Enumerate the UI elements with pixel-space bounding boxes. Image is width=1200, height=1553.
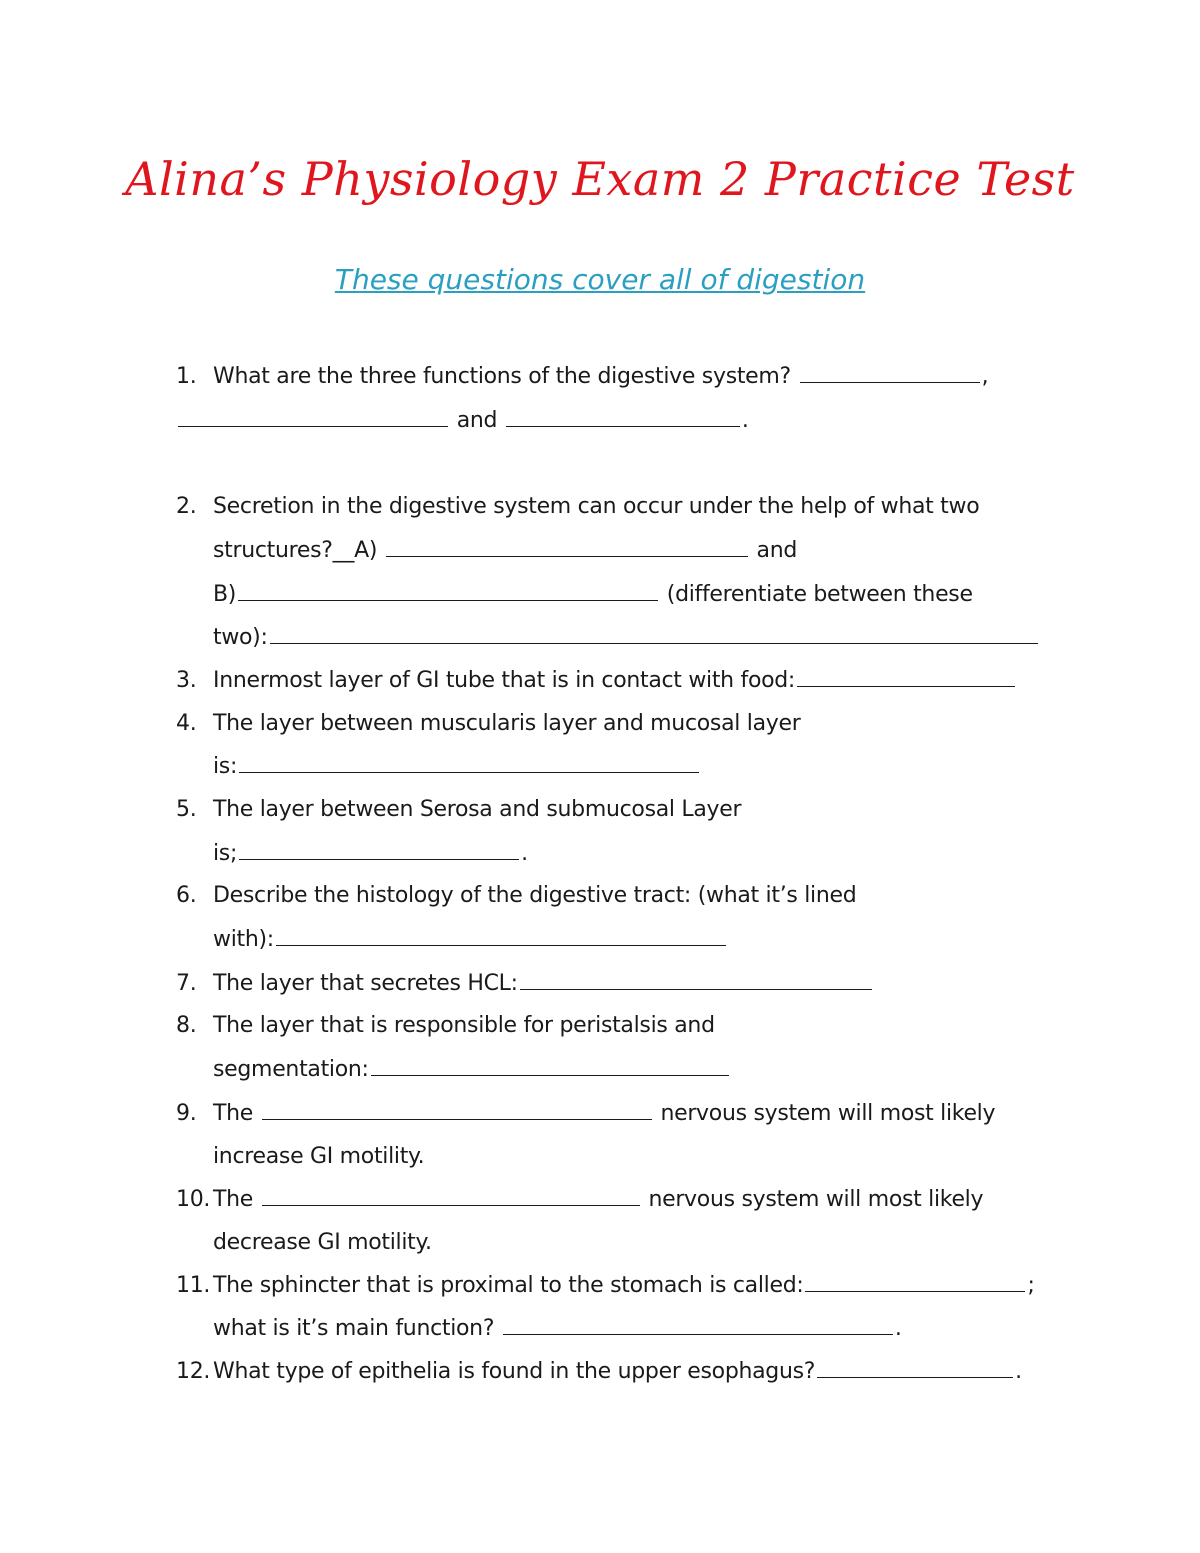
question-text: Innermost layer of GI tube that is in contact with food:: [213, 668, 796, 693]
question-number: 12.: [176, 1359, 211, 1384]
answer-blank[interactable]: [239, 750, 699, 773]
question-number: 3.: [176, 668, 197, 693]
answer-blank[interactable]: [386, 534, 748, 557]
answer-blank[interactable]: [506, 404, 740, 427]
question-text: What are the three functions of the digestive system?: [213, 364, 791, 389]
answer-blank[interactable]: [805, 1269, 1025, 1292]
answer-blank[interactable]: [520, 967, 872, 990]
question-number: 2.: [176, 494, 197, 519]
question-number: 11.: [176, 1273, 211, 1298]
question-text: Describe the histology of the digestive tract: (what it’s lined: [213, 883, 857, 908]
question-number: 10.: [176, 1187, 211, 1212]
question-text: The layer that secretes HCL:: [213, 971, 518, 996]
question-text: The layer between muscularis layer and mucosal layer: [213, 711, 801, 736]
answer-blank[interactable]: [503, 1312, 893, 1335]
answer-blank[interactable]: [371, 1053, 729, 1076]
answer-blank[interactable]: [270, 621, 1038, 644]
question-text: What type of epithelia is found in the upper esophagus?: [213, 1359, 816, 1384]
question-number: 7.: [176, 971, 197, 996]
answer-blank[interactable]: [800, 360, 980, 383]
question-number: 9.: [176, 1101, 197, 1126]
question-text: The layer between Serosa and submucosal Layer: [213, 797, 742, 822]
question-text: The layer that is responsible for peristalsis and: [213, 1013, 715, 1038]
answer-blank[interactable]: [262, 1183, 640, 1206]
question-text: Secretion in the digestive system can occur under the help of what two: [213, 494, 980, 519]
page-subtitle: These questions cover all of digestion: [334, 263, 866, 296]
question-number: 5.: [176, 797, 197, 822]
question-text: The sphincter that is proximal to the stomach is called:: [213, 1273, 804, 1298]
question-number: 1.: [176, 364, 197, 389]
answer-blank[interactable]: [238, 578, 658, 601]
answer-blank[interactable]: [817, 1355, 1013, 1378]
page-title: Alina’s Physiology Exam 2 Practice Test: [125, 152, 1075, 206]
answer-blank[interactable]: [178, 404, 448, 427]
answer-blank[interactable]: [276, 923, 726, 946]
question-number: 6.: [176, 883, 197, 908]
question-number: 4.: [176, 711, 197, 736]
answer-blank[interactable]: [797, 664, 1015, 687]
question-number: 8.: [176, 1013, 197, 1038]
answer-blank[interactable]: [262, 1097, 652, 1120]
answer-blank[interactable]: [239, 837, 519, 860]
